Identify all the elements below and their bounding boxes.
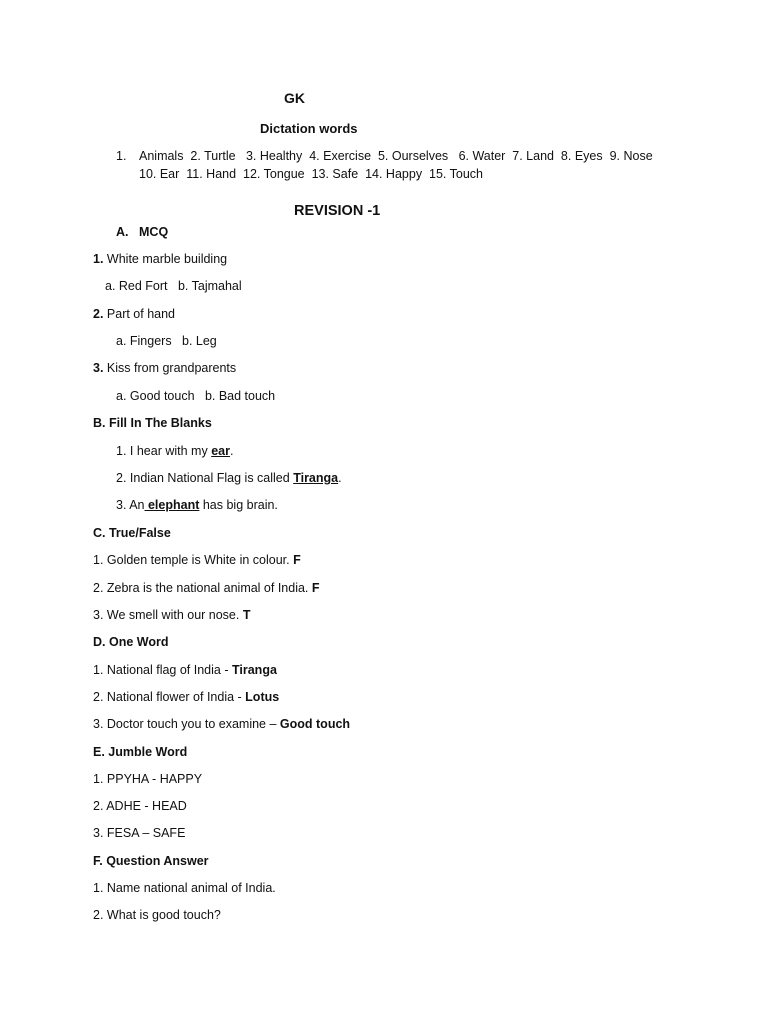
question-answer-line-2: 2. What is good touch?: [93, 908, 221, 922]
true-false-line-3: [93, 608, 250, 622]
mcq-question-3: [93, 361, 236, 375]
statement-text: 3. We smell with our nose.: [93, 608, 243, 622]
jumble-line-3: 3. FESA – SAFE: [93, 826, 186, 840]
one-word-text: 1. National flag of India -: [93, 663, 232, 677]
one-word-heading: D. One Word: [93, 635, 169, 649]
dictation-line-2: 10. Ear 11. Hand 12. Tongue 13. Safe 14. Happy 15. Touch: [139, 167, 483, 181]
jumble-line-1: 1. PPYHA - HAPPY: [93, 772, 203, 786]
one-word-text: 2. National flower of India -: [93, 690, 246, 704]
dictation-title: Dictation words: [260, 121, 358, 136]
statement-answer: F: [293, 553, 301, 567]
mcq-options-3: a. Good touch b. Bad touch: [116, 389, 276, 403]
dictation-line-1: Animals 2. Turtle 3. Healthy 4. Exercise 5. Ourselves 6. Water 7. Land 8. Eyes 9. Nose: [139, 149, 653, 163]
mcq-options-1: a. Red Fort b. Tajmahal: [105, 279, 242, 293]
one-word-text: 3. Doctor touch you to examine –: [93, 717, 280, 731]
fill-text: .: [338, 471, 342, 485]
statement-answer: F: [311, 581, 320, 595]
fill-answer: Tiranga: [293, 471, 339, 485]
dictation-number: 1.: [116, 149, 127, 163]
fill-line-1: [116, 444, 233, 458]
mcq-heading-letter: A.: [116, 225, 129, 239]
fill-text: .: [229, 444, 234, 458]
question-text: White marble building: [103, 252, 228, 266]
statement-text: 1. Golden temple is White in colour.: [93, 553, 294, 567]
mcq-heading: MCQ: [139, 225, 169, 239]
statement-answer: T: [242, 608, 251, 622]
true-false-line-2: [93, 581, 320, 595]
jumble-line-2: 2. ADHE - HEAD: [93, 799, 187, 813]
fill-text: has big brain.: [199, 498, 278, 512]
one-word-line-3: [93, 717, 350, 731]
question-answer-heading: F. Question Answer: [93, 854, 209, 868]
question-number: 1.: [93, 252, 104, 266]
true-false-line-1: [93, 553, 301, 567]
fill-answer: elephant: [144, 498, 200, 512]
one-word-line-1: [93, 663, 277, 677]
mcq-question-1: [93, 252, 227, 266]
question-number: 3.: [93, 361, 104, 375]
fill-text: 2. Indian National Flag is called: [116, 471, 294, 485]
one-word-answer: Lotus: [245, 690, 280, 704]
question-text: Kiss from grandparents: [103, 361, 237, 375]
one-word-answer: Good touch: [279, 717, 351, 731]
fill-text: 1. I hear with my: [116, 444, 212, 458]
jumble-heading: E. Jumble Word: [93, 745, 188, 759]
question-number: 2.: [93, 307, 104, 321]
question-answer-line-1: 1. Name national animal of India.: [93, 881, 276, 895]
mcq-options-2: a. Fingers b. Leg: [116, 334, 217, 348]
fill-line-2: [116, 471, 342, 485]
fill-text: 3. An: [116, 498, 145, 512]
one-word-line-2: [93, 690, 279, 704]
fill-answer: ear: [211, 444, 230, 458]
mcq-question-2: [93, 307, 175, 321]
one-word-answer: Tiranga: [231, 663, 277, 677]
statement-text: 2. Zebra is the national animal of India.: [93, 581, 312, 595]
true-false-heading: C. True/False: [93, 526, 171, 540]
fill-heading: B. Fill In The Blanks: [93, 416, 212, 430]
question-text: Part of hand: [103, 307, 176, 321]
fill-line-3: [116, 498, 278, 512]
page-title-gk: GK: [284, 90, 305, 106]
revision-title: REVISION -1: [294, 203, 381, 219]
